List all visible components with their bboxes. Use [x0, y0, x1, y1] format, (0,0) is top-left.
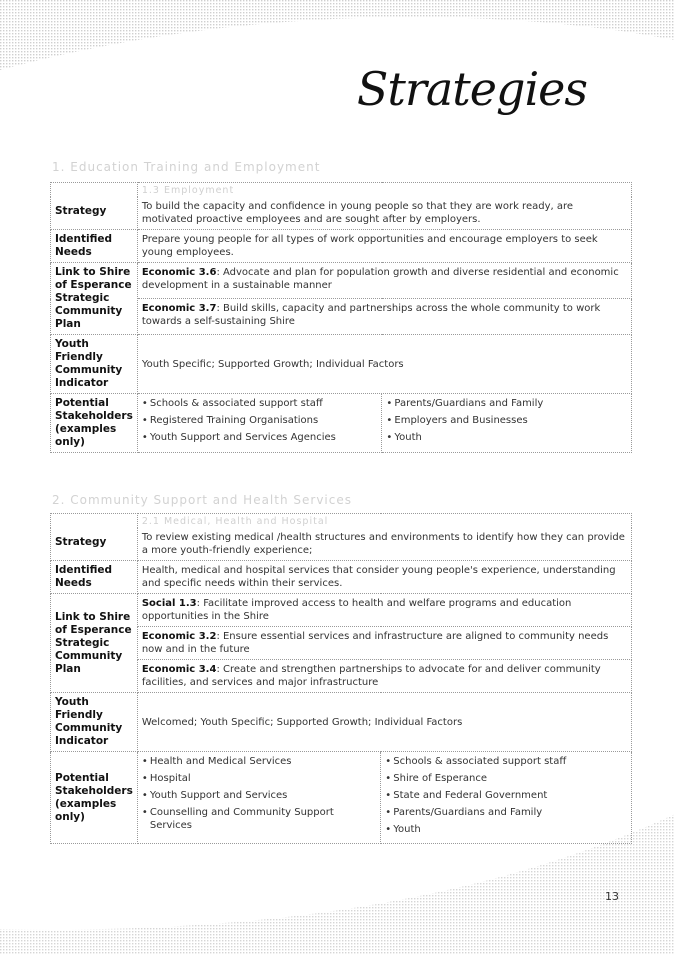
list-item: • Parents/Guardians and Family [386, 397, 627, 410]
stakeholders-list-right [382, 394, 632, 453]
list-item: • Hospital [142, 772, 376, 785]
list-item: • Schools & associated support staff [142, 397, 378, 410]
strategy-table-education [50, 182, 632, 453]
page-number: 13 [605, 890, 619, 903]
community-indicator-text: Youth Specific; Supported Growth; Individual Factors [137, 335, 631, 394]
list-item: • State and Federal Government [385, 789, 627, 802]
list-item: • Counselling and Community Support Services [142, 806, 376, 832]
list-item: • Youth [386, 431, 627, 444]
list-item: • Shire of Esperance [385, 772, 627, 785]
identified-needs-text: Health, medical and hospital services that consider young people's experience, understanding and specific needs within their services. [137, 561, 631, 594]
plan-link-item: Social 1.3: Facilitate improved access to health and welfare programs and education opportunities in the Shire [137, 594, 631, 627]
link-plan-label: Link to Shire of Esperance Strategic Community Plan [51, 263, 138, 335]
plan-link-item: Economic 3.2: Ensure essential services and infrastructure are aligned to community needs now and in the future [137, 627, 631, 660]
plan-link-item: Economic 3.7: Build skills, capacity and partnerships across the whole community to work towards a self-sustaining Shire [137, 299, 631, 335]
list-item: • Registered Training Organisations [142, 414, 378, 427]
stakeholders-label: Potential Stakeholders (examples only) [51, 394, 138, 453]
stakeholders-list-left [137, 752, 380, 844]
identified-needs-label: Identified Needs [51, 230, 138, 263]
community-indicator-text: Welcomed; Youth Specific; Supported Growth; Individual Factors [137, 693, 631, 752]
community-indicator-label: Youth Friendly Community Indicator [51, 693, 138, 752]
strategy-subheading: 1.3 Employment [137, 183, 631, 198]
list-item: • Schools & associated support staff [385, 755, 627, 768]
list-item: • Health and Medical Services [142, 755, 376, 768]
section-heading-community: 2. Community Support and Health Services [52, 493, 352, 507]
strategy-table-community [50, 513, 632, 844]
list-item: • Employers and Businesses [386, 414, 627, 427]
stakeholders-label: Potential Stakeholders (examples only) [51, 752, 138, 844]
list-item: • Parents/Guardians and Family [385, 806, 627, 819]
strategy-text: To build the capacity and confidence in young people so that they are work ready, are motivated proactive employees and are sought after by employers. [137, 197, 631, 230]
strategy-subheading: 2.1 Medical, Health and Hospital [137, 514, 631, 529]
link-plan-label: Link to Shire of Esperance Strategic Community Plan [51, 594, 138, 693]
page-title: Strategies [356, 62, 587, 116]
list-item: • Youth [385, 823, 627, 836]
plan-link-item: Economic 3.6: Advocate and plan for population growth and diverse residential and economic development in a sustainable manner [137, 263, 631, 299]
section-heading-education: 1. Education Training and Employment [52, 160, 321, 174]
stakeholders-list-left [137, 394, 382, 453]
strategy-label: Strategy [51, 197, 138, 230]
identified-needs-text: Prepare young people for all types of work opportunities and encourage employers to seek young employees. [137, 230, 631, 263]
strategy-text: To review existing medical /health structures and environments to identify how they can provide a more youth-friendly experience; [137, 528, 631, 561]
strategy-label: Strategy [51, 528, 138, 561]
plan-link-item: Economic 3.4: Create and strengthen partnerships to advocate for and deliver community facilities, and services and major infrastructure [137, 660, 631, 693]
stakeholders-list-right [381, 752, 632, 844]
list-item: • Youth Support and Services [142, 789, 376, 802]
identified-needs-label: Identified Needs [51, 561, 138, 594]
community-indicator-label: Youth Friendly Community Indicator [51, 335, 138, 394]
list-item: • Youth Support and Services Agencies [142, 431, 378, 444]
